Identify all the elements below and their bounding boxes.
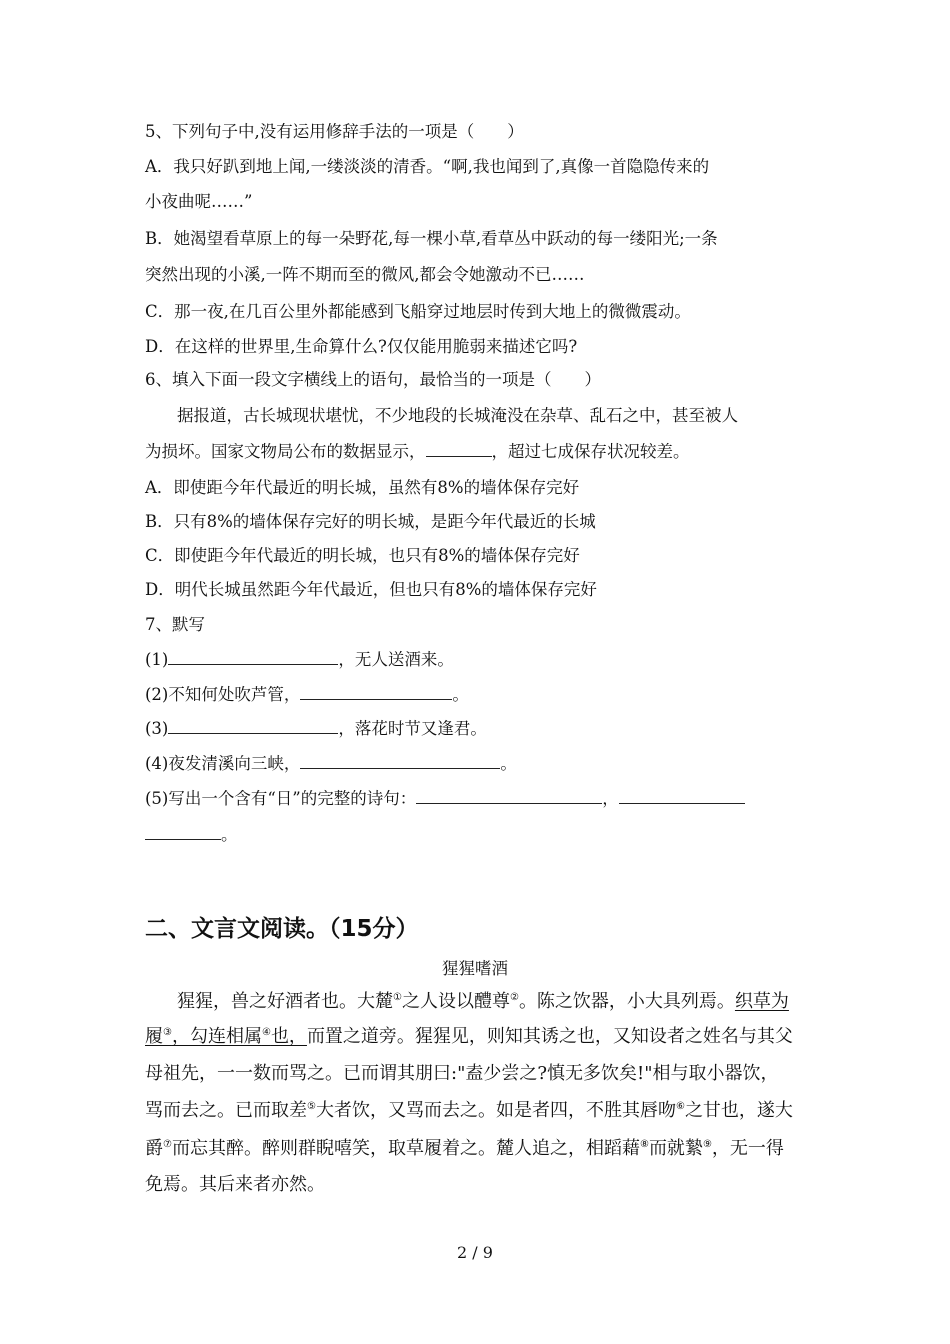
section-heading: 二、文言文阅读。（15分）: [145, 916, 419, 942]
q6-passage-text-a: 为损坏。国家文物局公布的数据显示，: [145, 442, 426, 461]
q7-item-1-blank: [168, 648, 338, 665]
q5-stem: 5、下列句子中,没有运用修辞手法的一项是（ ）: [145, 122, 524, 141]
text: 也，: [270, 1026, 307, 1047]
q7-item-1-label: (1): [145, 650, 169, 669]
q5-option-c: C．那一夜,在几百公里外都能感到飞船穿过地层时传到大地上的微微震动。: [145, 302, 691, 321]
footnote-mark: ④: [261, 1027, 271, 1038]
text: 而置之道旁。猩猩见，则知其诱之也，又知设者之姓名与其父: [306, 1026, 793, 1047]
underlined-segment: [145, 1026, 307, 1047]
q5-option-b-line1: B．她渴望看草原上的每一朵野花,每一棵小草,看草丛中跃动的每一缕阳光;一条: [145, 229, 718, 248]
q5-option-a-line2: 小夜曲呢……”: [145, 192, 253, 211]
passage-line-6: 免焉。其后来者亦然。: [145, 1174, 325, 1195]
text: ，无一得: [711, 1138, 784, 1159]
q5-option-a-line1: A．我只好趴到地上闻,一缕淡淡的清香。“啊,我也闻到了,真像一首隐隐传来的: [145, 157, 710, 176]
passage-line-1: [177, 990, 789, 1014]
q7-item-5-blank-3: [145, 823, 221, 840]
footnote-mark: ⑧: [639, 1139, 649, 1150]
q7-item-3-blank: [168, 717, 338, 734]
q7-item-5-blank-1: [416, 787, 602, 804]
q7-item-2-blank: [300, 683, 452, 700]
text: 之甘也，遂大: [684, 1100, 793, 1121]
passage-line-4: [145, 1099, 793, 1123]
q7-item-4: [145, 752, 517, 776]
q7-item-2-text: (2)不知何处吹芦管，: [145, 685, 301, 704]
q7-item-1-text: ，无人送酒来。: [338, 650, 454, 669]
q7-item-5-cont: [145, 823, 238, 847]
text: 而忘其醉。醉则群睨嘻笑，取草履着之。麓人追之，相蹈藉: [171, 1138, 640, 1159]
q6-passage-line1: 据报道，古长城现状堪忧，不少地段的长城淹没在杂草、乱石之中，甚至被人: [177, 406, 738, 425]
text: ，勾连相属: [171, 1026, 262, 1047]
q6-option-a: A．即使距今年代最近的明长城，虽然有8%的墙体保存完好: [145, 478, 580, 497]
q5-option-d: D．在这样的世界里,生命算什么?仅仅能用脆弱来描述它吗?: [145, 337, 578, 356]
q7-item-2-end: 。: [452, 685, 469, 704]
footnote-mark: ⑦: [163, 1139, 172, 1150]
text: 。陈之饮器，小大具列焉。: [518, 991, 735, 1012]
footnote-mark: ②: [509, 992, 519, 1003]
text: 履: [145, 1026, 163, 1047]
q7-item-3-text: ，落花时节又逢君。: [338, 719, 487, 738]
text: 猩猩，兽之好酒者也。大麓: [177, 991, 393, 1012]
q6-stem: 6、填入下面一段文字横线上的语句，最恰当的一项是（ ）: [145, 370, 601, 389]
q6-option-d: D．明代长城虽然距今年代最近，但也只有8%的墙体保存完好: [145, 580, 597, 599]
q6-blank: [426, 440, 492, 457]
q7-item-4-text: (4)夜发清溪向三峡，: [145, 754, 301, 773]
passage-line-2: [145, 1025, 793, 1049]
page-number: 2 / 9: [457, 1243, 493, 1262]
q7-item-5-text: (5)写出一个含有“日”的完整的诗句：: [145, 789, 417, 808]
text: 而就縶: [648, 1138, 703, 1159]
q7-item-5-blank-2: [619, 787, 745, 804]
text: 之人设以醴尊: [401, 991, 510, 1012]
footnote-mark: ⑤: [307, 1101, 316, 1112]
q7-item-3-label: (3): [145, 719, 169, 738]
q7-item-5: [145, 787, 745, 811]
underlined-text: 织草为: [734, 991, 789, 1012]
passage-line-3: 母祖先，一一数而骂之。已而谓其朋曰:"盍少尝之?慎无多饮矣!"相与取小器饮，: [145, 1063, 779, 1084]
text: 爵: [145, 1138, 163, 1159]
q6-passage-line2: [145, 440, 690, 464]
q7-stem: 7、默写: [145, 615, 205, 634]
q6-passage-text-b: ，超过七成保存状况较差。: [491, 442, 690, 461]
text: 骂而去之。已而取差: [145, 1100, 307, 1121]
footnote-mark: ⑥: [675, 1101, 685, 1112]
footnote-mark: ⑨: [702, 1139, 712, 1150]
q7-item-4-end: 。: [500, 754, 517, 773]
q6-option-b: B．只有8%的墙体保存完好的明长城，是距今年代最近的长城: [145, 512, 596, 531]
q7-item-1: [145, 648, 454, 672]
footnote-mark: ③: [163, 1027, 172, 1038]
q7-item-2: [145, 683, 469, 707]
passage-title: 猩猩嗜酒: [442, 959, 508, 978]
q7-item-5-comma: ，: [602, 789, 619, 808]
footnote-mark: ①: [393, 992, 402, 1003]
q6-option-c: C．即使距今年代最近的明长城，也只有8%的墙体保存完好: [145, 546, 580, 565]
q7-item-5-end: 。: [221, 825, 238, 844]
passage-line-5: [145, 1137, 784, 1161]
q7-item-4-blank: [300, 752, 500, 769]
text: 大者饮，又骂而去之。如是者四，不胜其唇吻: [315, 1100, 676, 1121]
q5-option-b-line2: 突然出现的小溪,一阵不期而至的微风,都会令她激动不已……: [145, 265, 585, 284]
q7-item-3: [145, 717, 487, 741]
